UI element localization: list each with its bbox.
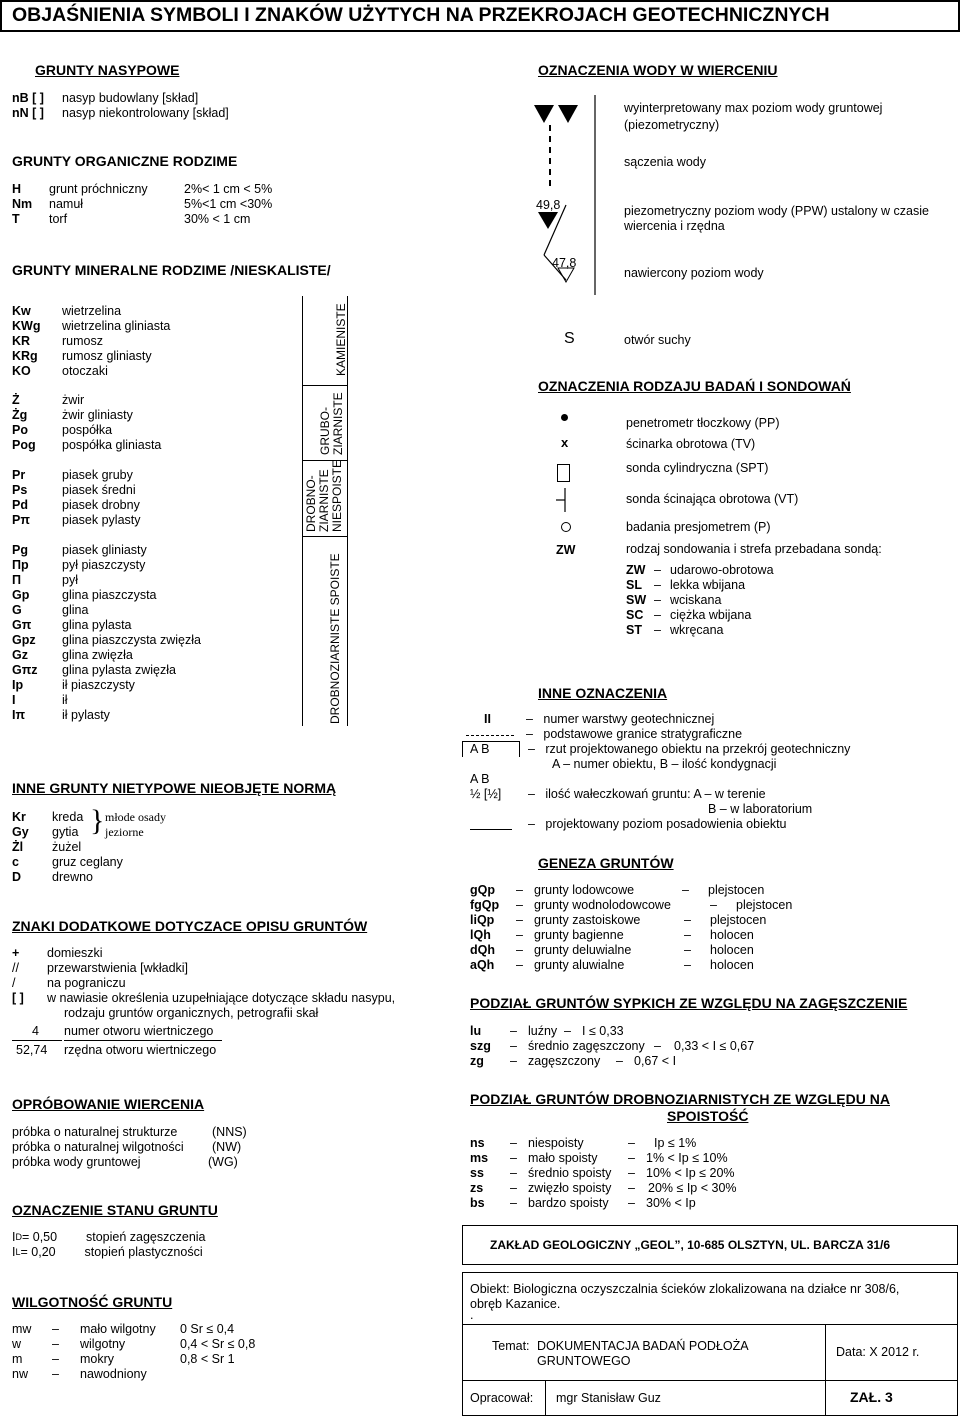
nasypowe-table: [12, 91, 229, 121]
spoistosc-table: ns – niespoisty – Ip ≤ 1% ms – mało spoisty – 1% < Ip ≤ 10% ss – średnio spoisty – 10% < Ip ≤ 20% zs – zwięzło spoisty – 20% ≤ Ip < 30% bs – bardzo spoisty – 30% < Ip: [470, 1136, 737, 1210]
name: ił pylasty: [62, 708, 110, 722]
sym: //: [12, 961, 19, 975]
code: lQh: [470, 928, 491, 942]
name: piasek gliniasty: [62, 543, 147, 557]
code: Gpz: [12, 633, 36, 647]
code: H: [12, 182, 22, 196]
code: bs: [470, 1196, 485, 1210]
dash: –: [52, 1367, 59, 1381]
oprobowanie-heading: OPRÓBOWANIE WIERCENIA: [12, 1096, 205, 1112]
object-line-2: obręb Kazanice.: [470, 1297, 561, 1311]
piezometric-level-icon: [538, 212, 558, 229]
name: grunty wodnolodowcowe: [534, 898, 671, 912]
elev-text: rzędna otworu wiertniczego: [64, 1043, 217, 1057]
name: glina zwięzła: [62, 648, 133, 662]
code: nw: [12, 1367, 28, 1381]
num-underline: [12, 1040, 62, 1041]
range: 30% < Ip: [646, 1196, 696, 1210]
geneza-table: gQp – grunty lodowcowe – plejstocen fgQp – grunty wodnolodowcowe – plejstocen liQp – grunty zastoiskowe – plejstocen lQh – grunty bagienne – holocen dQh – grunty deluwialne – holocen aQh – grunty aluwialne – holocen: [470, 883, 793, 972]
title-block-v1: [825, 1324, 826, 1380]
label-gruboziarniste-2: ZIARNISTE: [331, 392, 345, 455]
code: gQp: [470, 883, 495, 897]
code: Pr: [12, 468, 26, 482]
inne-l5-sym: A B: [470, 772, 490, 786]
code: mw: [12, 1322, 32, 1336]
tv-text: ścinarka obrotowa (TV): [626, 437, 756, 451]
inne-l3: – rzut projektowanego obiektu na przekrój geotechniczny: [528, 742, 851, 756]
zw-sym: ZW: [556, 543, 576, 557]
range: 2%< 1 cm < 5%: [184, 182, 273, 196]
name: ciężka wbijana: [670, 608, 752, 622]
inne-l8-text: projektowany poziom posadowienia obiektu: [545, 817, 787, 831]
name: otoczaki: [62, 364, 108, 378]
code: ss: [470, 1166, 484, 1180]
inne-heading: INNE OZNACZENIA: [538, 685, 668, 701]
name: gytia: [52, 825, 79, 839]
range: 0,8 < Sr 1: [180, 1352, 235, 1366]
code: Ż: [12, 393, 20, 407]
dodatkowe-heading: ZNAKI DODATKOWE DOTYCZACE OPISU GRUNTÓW: [12, 918, 368, 934]
inne-l3-text: rzut projektowanego obiektu na przekrój geotechniczny: [545, 742, 851, 756]
age: plejstocen: [708, 883, 765, 897]
label-drobnoziarniste-spoiste: DROBNOZIARNISTE SPOISTE: [328, 553, 342, 724]
code: SL: [626, 578, 642, 592]
inne-l7: B – w laboratorium: [708, 802, 813, 816]
code: SC: [626, 608, 644, 622]
age: holocen: [710, 943, 754, 957]
code: (NNS): [212, 1125, 247, 1139]
code: Ip: [12, 678, 24, 692]
code: Gp: [12, 588, 30, 602]
zageszczenie-heading: PODZIAŁ GRUNTÓW SYPKICH ZE WZGLĘDU NA ZAGĘSZCZENIE: [470, 995, 908, 1011]
range: 20% ≤ Ip < 30%: [648, 1181, 737, 1195]
water-item-1: wyinterpretowany max poziom wody gruntowej: [624, 101, 883, 115]
range: 30% < 1 cm: [184, 212, 251, 226]
name: rumosz gliniasty: [62, 349, 152, 363]
name: stopień zagęszczenia: [85, 1230, 206, 1244]
code: Pog: [12, 438, 36, 452]
name: pospółka gliniasta: [62, 438, 162, 452]
name: niespoisty: [528, 1136, 584, 1150]
oprobowanie-table: [12, 1125, 247, 1170]
code: Pπ: [12, 513, 30, 527]
name: średnio spoisty: [528, 1166, 612, 1180]
title-block-h1: [462, 1324, 958, 1325]
inne-l6-text: ilość wałeczkowań gruntu: A – w terenie: [545, 787, 766, 801]
stratigraphy-boundary-line: [466, 735, 514, 737]
name: żwir: [62, 393, 85, 407]
code: c: [12, 855, 19, 869]
inne-l1-sym: II: [484, 712, 491, 726]
topic-line-1: DOKUMENTACJA BADAŃ PODŁOŻA: [537, 1339, 749, 1353]
water-item-3b: wiercenia i rzędna: [624, 219, 725, 233]
attachment-label: ZAŁ. 3: [850, 1389, 893, 1405]
badania-heading: OZNACZENIA RODZAJU BADAŃ I SONDOWAŃ: [538, 378, 851, 394]
title-block-v3: [825, 1380, 826, 1416]
name: glina piaszczysta zwięzła: [62, 633, 201, 647]
name: ił piaszczysty: [62, 678, 135, 692]
company-text: ZAKŁAD GEOLOGICZNY „GEOL”, 10-685 OLSZTYN, UL. BARCZA 31/6: [490, 1238, 891, 1252]
code: SW: [626, 593, 647, 607]
label-drobnoziarniste-1: DROBNO-: [304, 475, 318, 532]
code: Gπ: [12, 618, 32, 632]
code: I: [12, 693, 16, 707]
spoistosc-heading-1: PODZIAŁ GRUNTÓW DROBNOZIARNISTYCH ZE WZGLĘDU NA: [470, 1091, 890, 1107]
author-text: mgr Stanisław Guz: [556, 1391, 661, 1405]
author-label: Opracował:: [470, 1391, 534, 1405]
side-divider-h1: [302, 385, 348, 386]
label-niespoiste: NIESPOISTE: [330, 459, 344, 532]
code: Kr: [12, 810, 26, 824]
water-item-4: nawiercony poziom wody: [624, 266, 764, 280]
name: piasek gruby: [62, 468, 133, 482]
nasypowe-heading: GRUNTY NASYPOWE: [35, 62, 180, 78]
name: drewno: [52, 870, 93, 884]
name: grunt próchniczny: [49, 182, 148, 196]
name: nasyp niekontrolowany [skład]: [62, 106, 229, 120]
name: stopień plastyczności: [84, 1245, 203, 1259]
dash: –: [52, 1337, 59, 1351]
code: ZW: [626, 563, 646, 577]
name: średnio zagęszczony: [528, 1039, 645, 1053]
object-line-3: .: [470, 1308, 474, 1322]
name: udarowo-obrotowa: [670, 563, 774, 577]
name: próbka wody gruntowej: [12, 1155, 141, 1169]
name: zagęszczony: [528, 1054, 601, 1068]
name: gruz ceglany: [52, 855, 123, 869]
code: Pd: [12, 498, 28, 512]
num-sym: 4: [32, 1024, 39, 1038]
water-symbols-svg: [520, 95, 600, 335]
tv-x-icon: x: [561, 435, 569, 450]
text: w nawiasie określenia uzupełniające dotyczące składu nasypu,: [47, 991, 396, 1005]
code: Ps: [12, 483, 28, 497]
title-block-v2: [545, 1380, 546, 1416]
code: ns: [470, 1136, 485, 1150]
zw-text: rodzaj sondowania i strefa przebadana sondą:: [626, 542, 882, 556]
code: Π: [12, 573, 22, 587]
water-level-2: 47,8: [552, 256, 577, 270]
name: zwięzło spoisty: [528, 1181, 612, 1195]
code: szg: [470, 1039, 491, 1053]
presjometr-text: badania presjometrem (P): [626, 520, 771, 534]
mineralne-group-4: [12, 543, 201, 723]
name: mało wilgotny: [80, 1322, 156, 1336]
name: nawodniony: [80, 1367, 147, 1381]
age: plejstocen: [710, 913, 767, 927]
code: KRg: [12, 349, 38, 363]
max-water-level-icon-2: [558, 105, 578, 123]
stan-table: [12, 1230, 206, 1260]
name: mokry: [80, 1352, 115, 1366]
name: piasek pylasty: [62, 513, 141, 527]
wilgotnosc-table: [12, 1322, 255, 1382]
name: wietrzelina gliniasta: [62, 319, 171, 333]
sym: I: [12, 1245, 16, 1259]
name: kreda: [52, 810, 84, 824]
code: KR: [12, 334, 31, 348]
max-water-level-icon: [534, 105, 554, 123]
vt-vane-icon: [553, 488, 573, 512]
dry-hole-symbol: S: [564, 330, 575, 347]
topic-label: Temat:: [492, 1339, 530, 1353]
code: fgQp: [470, 898, 500, 912]
code: D: [12, 870, 22, 884]
inne-l1: – numer warstwy geotechnicznej: [526, 712, 715, 726]
text: na pograniczu: [47, 976, 126, 990]
sub: L: [15, 1247, 21, 1257]
label-drobnoziarniste-2: ZIARNISTE: [317, 469, 331, 532]
zageszczenie-table: lu – luźny – I ≤ 0,33 szg – średnio zagęszczony – 0,33 < I ≤ 0,67 zg – zagęszczony – 0,67 < I: [470, 1024, 755, 1068]
sonda-types: ZW – udarowo-obrotowa SL – lekka wbijana SW – wciskana SC – ciężka wbijana ST – wkręcana: [626, 563, 774, 637]
code: liQp: [470, 913, 495, 927]
name: lekka wbijana: [670, 578, 746, 592]
code: KWg: [12, 319, 41, 333]
dry-hole-text: otwór suchy: [624, 333, 691, 347]
mineralne-group-2: [12, 393, 161, 453]
code: Nm: [12, 197, 33, 211]
code: Po: [12, 423, 28, 437]
name: próbka o naturalnej wilgotności: [12, 1140, 184, 1154]
dash: –: [52, 1352, 59, 1366]
sym: [ ]: [12, 991, 24, 1005]
inne-l6: – ilość wałeczkowań gruntu: A – w terenie: [528, 787, 766, 801]
range: 0,33 < I ≤ 0,67: [674, 1039, 755, 1053]
name: mało spoisty: [528, 1151, 598, 1165]
code: T: [12, 212, 20, 226]
range: I ≤ 0,33: [582, 1024, 624, 1038]
foundation-level-line: [470, 829, 512, 830]
code: G: [12, 603, 22, 617]
code: Pg: [12, 543, 28, 557]
spoistosc-heading-2: SPOISTOŚĆ: [667, 1108, 749, 1124]
name: namuł: [49, 197, 84, 211]
code: ms: [470, 1151, 489, 1165]
name: grunty deluwialne: [534, 943, 632, 957]
name: pył: [62, 573, 78, 587]
code: (NW): [212, 1140, 242, 1154]
name: wilgotny: [80, 1337, 126, 1351]
label-kamieniste: KAMIENISTE: [334, 303, 348, 376]
name: torf: [49, 212, 68, 226]
code: Gπz: [12, 663, 38, 677]
nietypowe-heading: INNE GRUNTY NIETYPOWE NIEOBJĘTE NORMĄ: [12, 780, 337, 796]
name: wciskana: [670, 593, 722, 607]
spt-text: sonda cylindryczna (SPT): [626, 461, 769, 475]
code: zg: [470, 1054, 484, 1068]
text: rodzaju gruntów organicznych, petrografii skał: [64, 1006, 319, 1020]
range: 0,67 < I: [634, 1054, 677, 1068]
mineralne-group-3: [12, 468, 141, 528]
presjometr-circle-icon: [561, 522, 571, 532]
water-item-2: sączenia wody: [624, 155, 706, 169]
val: = 0,20: [20, 1245, 56, 1259]
mineralne-heading: GRUNTY MINERALNE RODZIME /NIESKALISTE/: [12, 262, 331, 278]
code: Πp: [12, 558, 29, 572]
name: luźny: [528, 1024, 558, 1038]
code: aQh: [470, 958, 495, 972]
inne-l1-text: numer warstwy geotechnicznej: [543, 712, 715, 726]
name: próbka o naturalnej strukturze: [12, 1125, 178, 1139]
range: 5%<1 cm <30%: [184, 197, 273, 211]
text: przewarstwienia [wkładki]: [47, 961, 189, 975]
code: nB [ ]: [12, 91, 44, 105]
sub: D: [15, 1232, 22, 1242]
woda-heading: OZNACZENIA WODY W WIERCENIU: [538, 62, 778, 78]
title-block-h2: [462, 1380, 958, 1381]
name: grunty bagienne: [534, 928, 624, 942]
name: glina: [62, 603, 89, 617]
water-item-3: piezometryczny poziom wody (PPW) ustalony w czasie: [624, 204, 929, 218]
name: grunty zastoiskowe: [534, 913, 641, 927]
water-item-1b: (piezometryczny): [624, 118, 720, 132]
brace-note-1: młode osady: [105, 810, 166, 824]
name: grunty aluwialne: [534, 958, 625, 972]
range: 10% < Ip ≤ 20%: [646, 1166, 735, 1180]
sym: +: [12, 946, 20, 960]
brace-note-2: jeziorne: [105, 825, 144, 839]
range: 0,4 < Sr ≤ 0,8: [180, 1337, 256, 1351]
num-text: numer otworu wiertniczego: [64, 1024, 214, 1038]
inne-l2: – podstawowe granice stratygraficzne: [526, 727, 743, 741]
inne-l8: – projektowany poziom posadowienia obiektu: [528, 817, 787, 831]
date-text: Data: X 2012 r.: [836, 1345, 920, 1359]
name: nasyp budowlany [skład]: [62, 91, 199, 105]
geneza-heading: GENEZA GRUNTÓW: [538, 855, 674, 871]
name: grunty lodowcowe: [534, 883, 635, 897]
pp-text: penetrometr tłoczkowy (PP): [626, 416, 780, 430]
code: lu: [470, 1024, 482, 1038]
name: pył piaszczysty: [62, 558, 146, 572]
page-title: OBJAŚNIENIA SYMBOLI I ZNAKÓW UŻYTYCH NA PRZEKROJACH GEOTECHNICZNYCH: [12, 4, 830, 26]
brace-icon: }: [90, 804, 105, 837]
code: KO: [12, 364, 31, 378]
stan-heading: OZNACZENIE STANU GRUNTU: [12, 1202, 218, 1218]
dodatkowe-table: [12, 946, 395, 1021]
side-divider-h3: [302, 536, 348, 537]
code: dQh: [470, 943, 495, 957]
water-level-1: 49,8: [536, 198, 561, 212]
pp-dot-icon: [561, 414, 568, 421]
text: domieszki: [47, 946, 103, 960]
name: wietrzelina: [62, 304, 122, 318]
code: Kw: [12, 304, 31, 318]
sym: /: [12, 976, 16, 990]
topic-line-2: GRUNTOWEGO: [537, 1354, 631, 1368]
range: 1% < Ip ≤ 10%: [646, 1151, 728, 1165]
code: zs: [470, 1181, 484, 1195]
age: holocen: [710, 958, 754, 972]
name: rumosz: [62, 334, 103, 348]
code: m: [12, 1352, 23, 1366]
name: piasek drobny: [62, 498, 140, 512]
code: nN [ ]: [12, 106, 44, 120]
range: 0 Sr ≤ 0,4: [180, 1322, 235, 1336]
organiczne-table: [12, 182, 272, 227]
code: w: [12, 1337, 22, 1351]
wilgotnosc-heading: WILGOTNOŚĆ GRUNTU: [12, 1294, 173, 1310]
side-divider-v: [302, 296, 303, 726]
elev-sym: 52,74: [16, 1043, 48, 1057]
sym: I: [12, 1230, 16, 1244]
inne-l2-text: podstawowe granice stratygraficzne: [543, 727, 743, 741]
inne-l4: A – numer obiektu, B – ilość kondygnacji: [552, 757, 777, 771]
label-gruboziarniste-1: GRUBO-: [318, 407, 332, 455]
age: holocen: [710, 928, 754, 942]
dash: –: [52, 1322, 59, 1336]
name: glina pylasta zwięzła: [62, 663, 176, 677]
name: ił: [62, 693, 68, 707]
age: plejstocen: [736, 898, 793, 912]
code: (WG): [208, 1155, 238, 1169]
name: pospółka: [62, 423, 113, 437]
code: Gy: [12, 825, 29, 839]
val: = 0,50: [21, 1230, 58, 1244]
name: glina pylasta: [62, 618, 132, 632]
name: żwir gliniasty: [62, 408, 133, 422]
name: piasek średni: [62, 483, 136, 497]
inne-l3-sym: A B: [470, 742, 490, 756]
name: żużel: [52, 840, 82, 854]
code: Gz: [12, 648, 28, 662]
vt-text: sonda ścinająca obrotowa (VT): [626, 492, 799, 506]
code: Żg: [12, 408, 28, 422]
name: glina piaszczysta: [62, 588, 157, 602]
name: bardzo spoisty: [528, 1196, 609, 1210]
inne-l6-sym: ½ [½]: [470, 787, 502, 801]
range: Ip ≤ 1%: [654, 1136, 697, 1150]
object-line-1: Obiekt: Biologiczna oczyszczalnia ścieków zlokalizowana na działce nr 308/6,: [470, 1282, 900, 1296]
code: Żl: [12, 840, 24, 854]
mineralne-group-1: [12, 304, 170, 379]
spt-box-icon: [557, 464, 570, 482]
num-text-line: [64, 1040, 222, 1041]
code: ST: [626, 623, 642, 637]
name: wkręcana: [670, 623, 724, 637]
code: Iπ: [12, 708, 26, 722]
organiczne-heading: GRUNTY ORGANICZNE RODZIME: [12, 153, 238, 169]
